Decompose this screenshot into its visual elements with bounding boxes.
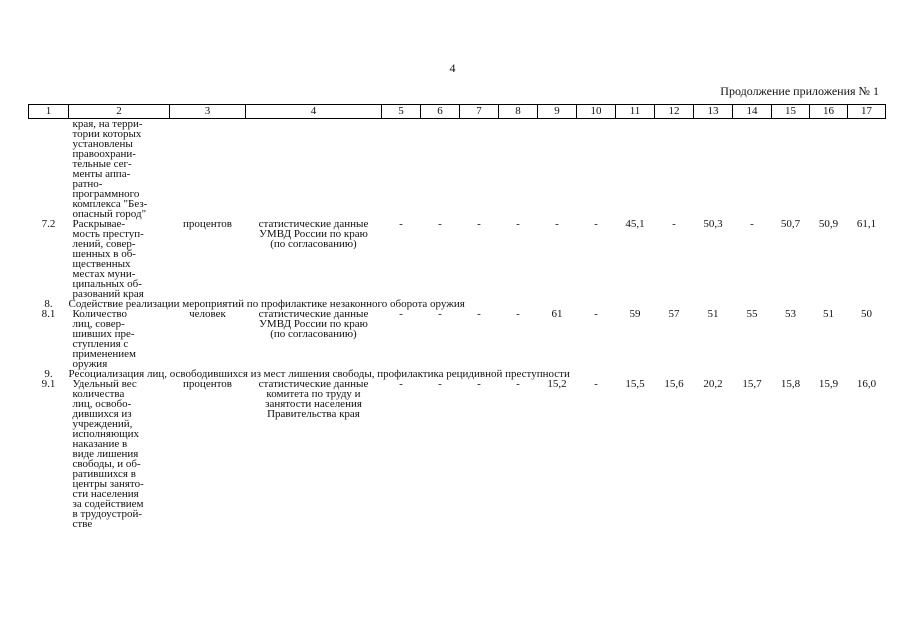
value-cell: -: [594, 218, 598, 230]
value-cell: 15,9: [818, 378, 839, 390]
value-cell: 16,0: [856, 378, 877, 390]
value-cell: 53: [785, 308, 796, 320]
unit: процентов: [183, 218, 232, 230]
continuation-label: Продолжение приложения № 1: [720, 84, 879, 98]
table-row: [29, 379, 886, 529]
value-cell: 59: [629, 308, 641, 320]
data-source: статистические данные УМВД России по краю (по согласованию): [258, 218, 369, 250]
value-cell: 50,7: [780, 218, 801, 230]
value-cell: -: [516, 378, 520, 390]
value-cell: -: [399, 378, 403, 390]
value-cell: -: [672, 218, 676, 230]
value-cell: 51: [707, 308, 719, 320]
table-row: [29, 219, 886, 299]
value-cell: -: [438, 378, 442, 390]
header-row: [29, 105, 886, 119]
unit: человек: [189, 308, 226, 320]
value-cell: 20,2: [703, 378, 723, 390]
value-cell: 50,3: [703, 218, 723, 230]
section-title: Содействие реализации мероприятий по профилактике незаконного оборота оружия: [68, 298, 465, 310]
col-header: 7: [460, 105, 499, 119]
col-header: 6: [421, 105, 460, 119]
indicator-name: Удельный вес количества лиц, освобо- дившихся из учреждений, исполняющих наказание в виде лишения свободы, и об- ратившихся в центры занято- сти населения за содействием в трудоустрой- стве: [72, 378, 144, 530]
value-cell: 15,8: [780, 378, 801, 390]
col-header: 14: [733, 105, 772, 119]
col-header: 8: [499, 105, 538, 119]
col-header: 1: [29, 105, 69, 119]
table-row: [29, 309, 886, 369]
value-cell: 15,6: [664, 378, 684, 390]
value-cell: -: [477, 218, 481, 230]
row-number: 8.1: [41, 308, 56, 320]
row-number: 7.2: [41, 218, 56, 230]
indicators-table: [28, 104, 886, 529]
data-source: статистические данные комитета по труду и занятости населения Правительства края: [258, 378, 369, 420]
value-cell: 15,5: [625, 378, 645, 390]
value-cell: 50: [861, 308, 872, 320]
col-header: 5: [382, 105, 421, 119]
row-number: 9.1: [41, 378, 56, 390]
col-header: 12: [655, 105, 694, 119]
section-number: 9.: [44, 368, 53, 380]
value-cell: 45,1: [625, 218, 645, 230]
col-header: 9: [538, 105, 577, 119]
col-header: 16: [810, 105, 848, 119]
value-cell: 15,2: [547, 378, 567, 390]
value-cell: 57: [668, 308, 680, 320]
unit: процентов: [183, 378, 232, 390]
value-cell: -: [516, 308, 520, 320]
col-header: 10: [577, 105, 616, 119]
table-row: [29, 119, 886, 220]
col-header: 11: [616, 105, 655, 119]
value-cell: -: [555, 218, 559, 230]
col-header: 17: [848, 105, 886, 119]
col-header: 2: [69, 105, 170, 119]
value-cell: -: [399, 218, 403, 230]
value-cell: -: [438, 218, 442, 230]
data-source: статистические данные УМВД России по краю (по согласованию): [258, 308, 369, 340]
row-number: [29, 119, 69, 220]
value-cell: -: [399, 308, 403, 320]
col-header: 4: [246, 105, 382, 119]
value-cell: -: [594, 308, 598, 320]
value-cell: -: [477, 308, 481, 320]
value-cell: -: [477, 378, 481, 390]
value-cell: -: [594, 378, 598, 390]
indicator-name: края, на терри- тории которых установлены правоохрани- тельные сег- менты аппа- ратно- программного комплекса "Без- опасный город": [72, 118, 148, 220]
col-header: 13: [694, 105, 733, 119]
value-cell: 15,7: [742, 378, 762, 390]
page-number: 4: [449, 61, 456, 75]
value-cell: -: [438, 308, 442, 320]
value-cell: -: [516, 218, 520, 230]
value-cell: 55: [746, 308, 758, 320]
section-title: Ресоциализация лиц, освободившихся из мест лишения свободы, профилактика рецидивной преступности: [68, 368, 570, 380]
indicator-name: Раскрывае- мость преступ- лений, совер- шенных в об- щественных местах муни- ципальных об- разований края: [72, 218, 144, 300]
value-cell: 51: [823, 308, 834, 320]
value-cell: 50,9: [818, 218, 839, 230]
section-number: 8.: [44, 298, 53, 310]
col-header: 15: [772, 105, 810, 119]
value-cell: 61,1: [856, 218, 877, 230]
col-header: 3: [170, 105, 246, 119]
value-cell: 61: [551, 308, 563, 320]
indicator-name: Количество лиц, совер- шивших пре- ступления с применением оружия: [72, 308, 137, 370]
value-cell: -: [750, 218, 754, 230]
